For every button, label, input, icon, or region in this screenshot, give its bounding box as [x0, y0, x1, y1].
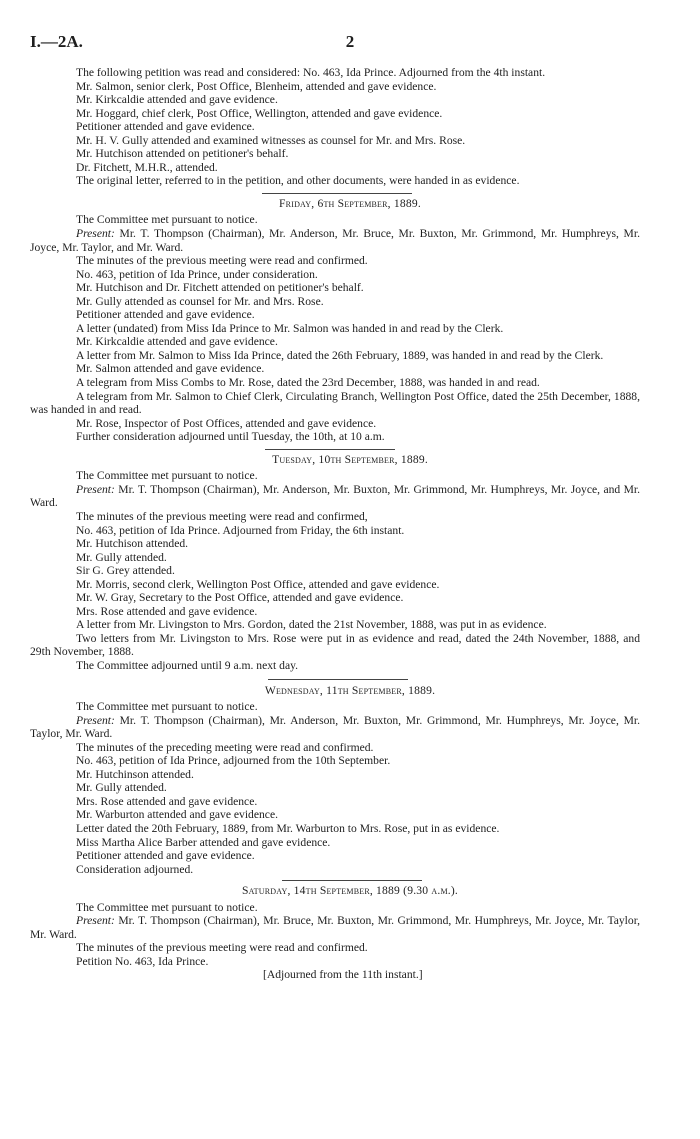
paragraph: Petition No. 463, Ida Prince. — [76, 954, 209, 968]
paragraph: The Committee adjourned until 9 a.m. next day. — [76, 658, 299, 672]
meeting-date-heading: Saturday, 14th September, 1889 (9.30 a.m.). — [241, 884, 459, 898]
paragraph: The minutes of the previous meeting were read and confirmed. — [76, 941, 368, 955]
present-members: Mr. T. Thompson (Chairman), Mr. Bruce, Mr. Buxton, Mr. Grimmond, Mr. Humphreys, Mr. Joyce, Mr. Taylor, Mr. Ward. — [30, 914, 640, 941]
meeting-date-heading: Friday, 6th September, 1889. — [279, 196, 421, 210]
paragraph: Mr. Gully attended. — [76, 550, 167, 564]
paragraph: A letter (undated) from Miss Ida Prince to Mr. Salmon was handed in and read by the Clerk. — [76, 321, 504, 335]
paragraph: A letter from Mr. Salmon to Miss Ida Prince, dated the 26th February, 1889, was handed in and read by the Clerk. — [76, 348, 604, 362]
paragraph: Further consideration adjourned until Tuesday, the 10th, at 10 a.m. — [76, 430, 385, 444]
paragraph: No. 463, petition of Ida Prince. Adjourned from Friday, the 6th instant. — [76, 523, 405, 537]
meeting-opening: The Committee met pursuant to notice. — [76, 213, 258, 227]
paragraph: Dr. Fitchett, M.H.R., attended. — [76, 160, 218, 174]
adjourned-note: [Adjourned from the 11th instant.] — [263, 968, 423, 982]
paragraph: Petitioner attended and gave evidence. — [76, 120, 255, 134]
minutes-body — [30, 66, 640, 982]
section-divider — [282, 880, 422, 881]
paragraph: The following petition was read and considered: No. 463, Ida Prince. Adjourned from the 4th instant. — [76, 66, 546, 79]
paragraph: A telegram from Mr. Salmon to Chief Clerk, Circulating Branch, Wellington Post Office, dated the 25th December, 1888, was handed in and read. — [30, 389, 640, 417]
paragraph: Mr. H. V. Gully attended and examined witnesses as counsel for Mr. and Mrs. Rose. — [76, 133, 466, 147]
meeting-section — [30, 684, 640, 877]
section-divider — [262, 193, 412, 194]
meeting-opening: The Committee met pursuant to notice. — [76, 469, 258, 483]
paragraph: Mr. Hoggard, chief clerk, Post Office, Wellington, attended and gave evidence. — [76, 106, 443, 120]
paragraph: Mr. Gully attended as counsel for Mr. and Mrs. Rose. — [76, 294, 324, 308]
paragraph: No. 463, petition of Ida Prince, under consideration. — [76, 267, 318, 281]
section-divider — [265, 449, 395, 450]
intro-block — [30, 66, 640, 188]
present-paragraph — [30, 714, 640, 741]
paragraph: Mr. Hutchison and Dr. Fitchett attended on petitioner's behalf. — [76, 281, 364, 295]
paragraph: The minutes of the preceding meeting were read and confirmed. — [76, 740, 374, 754]
paragraph: Two letters from Mr. Livingston to Mrs. Rose were put in as evidence and read, dated the 24th November, 1888, and 29th November, 1888. — [30, 631, 640, 659]
paragraph: Mr. Rose, Inspector of Post Offices, attended and gave evidence. — [76, 416, 377, 430]
paragraph: Mr. W. Gray, Secretary to the Post Office, attended and gave evidence. — [76, 591, 404, 605]
paragraph: The minutes of the previous meeting were read and confirmed, — [76, 509, 368, 523]
paragraph: Miss Martha Alice Barber attended and gave evidence. — [76, 835, 331, 849]
page-header — [30, 32, 670, 54]
paragraph: Consideration adjourned. — [76, 862, 194, 876]
paragraph: A letter from Mr. Livingston to Mrs. Gordon, dated the 21st November, 1888, was put in as evidence. — [76, 618, 547, 632]
paragraph: Mr. Salmon, senior clerk, Post Office, Blenheim, attended and gave evidence. — [76, 79, 437, 93]
paragraph: Mr. Salmon attended and gave evidence. — [76, 362, 265, 376]
meeting-date-heading: Wednesday, 11th September, 1889. — [264, 683, 436, 697]
present-members: Mr. T. Thompson (Chairman), Mr. Anderson, Mr. Bruce, Mr. Buxton, Mr. Grimmond, Mr. Humphreys, Mr. Joyce, Mr. Taylor, and Mr. Ward. — [30, 227, 640, 254]
paragraph: Petitioner attended and gave evidence. — [76, 849, 255, 863]
present-paragraph — [30, 914, 640, 941]
present-label: Present: — [76, 227, 115, 241]
paragraph: Mr. Kirkcaldie attended and gave evidence. — [76, 335, 278, 349]
paragraph: Mr. Hutchison attended on petitioner's behalf. — [76, 147, 289, 161]
paper-code: I.—2A. — [30, 32, 83, 51]
paragraph: Sir G. Grey attended. — [76, 564, 175, 578]
paragraph: Letter dated the 20th February, 1889, from Mr. Warburton to Mrs. Rose, put in as evidence. — [76, 821, 500, 835]
present-members: Mr. T. Thompson (Chairman), Mr. Anderson, Mr. Buxton, Mr. Grimmond, Mr. Humphreys, Mr. Joyce, and Mr. Ward. — [30, 482, 641, 510]
page-number: 2 — [345, 32, 355, 51]
paragraph: Petitioner attended and gave evidence. — [76, 308, 255, 322]
meeting-opening: The Committee met pursuant to notice. — [76, 700, 258, 714]
meeting-section — [30, 453, 640, 673]
paragraph: No. 463, petition of Ida Prince, adjourned from the 10th September. — [76, 754, 391, 768]
paragraph: Mr. Warburton attended and gave evidence. — [76, 808, 278, 822]
meeting-opening: The Committee met pursuant to notice. — [76, 900, 258, 914]
paragraph: The minutes of the previous meeting were read and confirmed. — [76, 254, 368, 268]
paragraph: A telegram from Miss Combs to Mr. Rose, dated the 23rd December, 1888, was handed in and read. — [76, 376, 540, 390]
present-paragraph — [30, 483, 640, 510]
paragraph: The original letter, referred to in the petition, and other documents, were handed in as evidence. — [76, 174, 520, 188]
meeting-date-heading: Tuesday, 10th September, 1889. — [272, 452, 428, 466]
paragraph: Mr. Morris, second clerk, Wellington Post Office, attended and gave evidence. — [76, 577, 440, 591]
meeting-section — [30, 884, 640, 982]
paragraph: Mr. Hutchinson attended. — [76, 767, 194, 781]
present-label: Present: — [76, 914, 115, 928]
paragraph: Mrs. Rose attended and gave evidence. — [76, 794, 258, 808]
present-label: Present: — [76, 713, 115, 727]
present-members: Mr. T. Thompson (Chairman), Mr. Anderson, Mr. Buxton, Mr. Grimmond, Mr. Humphreys, Mr. Joyce, Mr. Taylor, Mr. Ward. — [30, 713, 641, 741]
paragraph: Mrs. Rose attended and gave evidence. — [76, 604, 258, 618]
section-divider — [268, 679, 408, 680]
paragraph: Mr. Hutchison attended. — [76, 537, 189, 551]
paragraph: Mr. Gully attended. — [76, 781, 167, 795]
present-paragraph — [30, 227, 640, 254]
meeting-section — [30, 197, 640, 444]
paragraph: Mr. Kirkcaldie attended and gave evidence. — [76, 93, 278, 107]
present-label: Present: — [76, 482, 115, 496]
